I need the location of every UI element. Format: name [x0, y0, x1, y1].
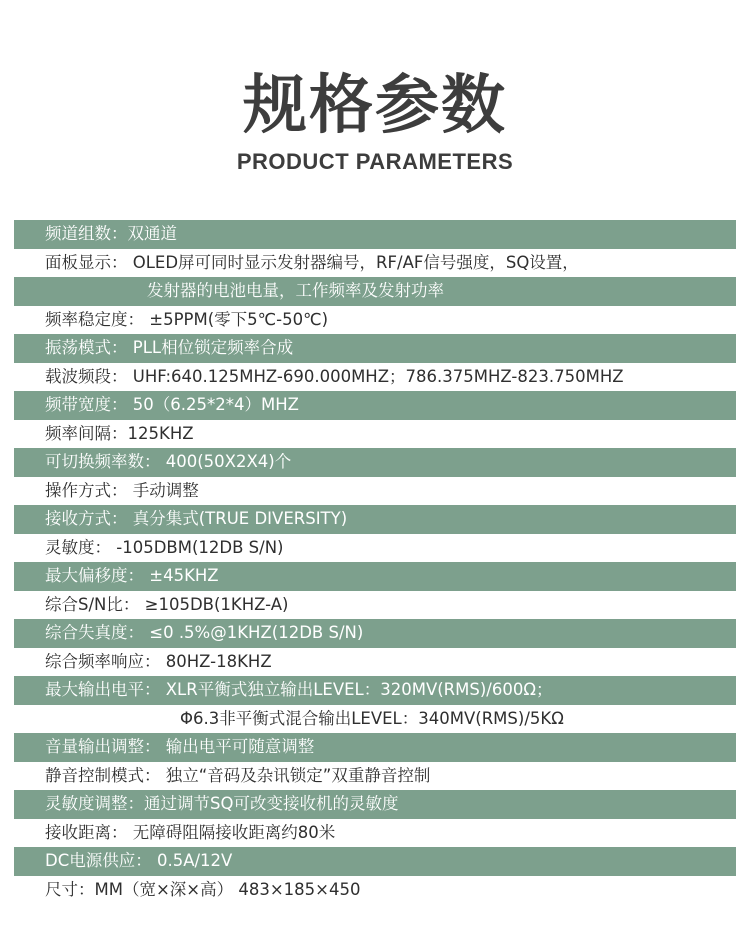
- spec-row-freq-spacing: 频率间隔：125KHZ: [45, 423, 194, 443]
- spec-row-freq-stability: 频率稳定度： ±5PPM(零下5℃-50℃): [45, 309, 329, 329]
- spec-row-snr: 综合S/N比： ≥105DB(1KHZ-A): [45, 594, 289, 614]
- spec-row-carrier-band: 载波频段： UHF:640.125MHZ-690.000MHZ；786.375MHZ-823.750MHZ: [45, 366, 624, 386]
- spec-row-bandwidth: 频带宽度： 50（6.25*2*4）MHZ: [14, 391, 736, 420]
- spec-row-sensitivity: 灵敏度： -105DBM(12DB S/N): [45, 537, 284, 557]
- spec-row-max-output: 最大输出电平： XLR平衡式独立输出LEVEL：320MV(RMS)/600Ω；: [14, 676, 736, 705]
- spec-row-channels: 频道组数：双通道: [14, 220, 736, 249]
- spec-table: [14, 220, 736, 904]
- spec-row-range: 接收距离： 无障碍阻隔接收距离约80米: [45, 822, 336, 842]
- spec-row-dc-power: DC电源供应： 0.5A/12V: [14, 847, 736, 876]
- spec-row-reception: 接收方式： 真分集式(TRUE DIVERSITY): [14, 505, 736, 534]
- spec-row-switchable-freqs: 可切换频率数： 400(50X2X4)个: [14, 448, 736, 477]
- page-subtitle: PRODUCT PARAMETERS: [236, 149, 514, 174]
- spec-row-operation: 操作方式： 手动调整: [45, 480, 199, 500]
- spec-row-freq-response: 综合频率响应： 80HZ-18KHZ: [45, 651, 272, 671]
- spec-row-max-output-cont: Φ6.3非平衡式混合输出LEVEL：340MV(RMS)/5KΩ: [180, 708, 564, 728]
- spec-row-oscillation: 振荡模式： PLL相位锁定频率合成: [14, 334, 736, 363]
- spec-row-sensitivity-adjust: 灵敏度调整：通过调节SQ可改变接收机的灵敏度: [14, 790, 736, 819]
- spec-row-mute-control: 静音控制模式： 独立“音码及杂讯锁定”双重静音控制: [45, 765, 431, 785]
- spec-row-distortion: 综合失真度： ≤0 .5%@1KHZ(12DB S/N): [14, 619, 736, 648]
- spec-row-max-deviation: 最大偏移度： ±45KHZ: [14, 562, 736, 591]
- spec-row-dimensions: 尺寸：MM（宽×深×高） 483×185×450: [45, 879, 361, 899]
- spec-row-display-cont: 发射器的电池电量，工作频率及发射功率: [14, 277, 736, 306]
- spec-row-display: 面板显示： OLED屏可同时显示发射器编号，RF/AF信号强度，SQ设置，: [45, 252, 579, 272]
- page-title: 规格参数: [243, 69, 507, 143]
- spec-row-volume-output: 音量输出调整： 输出电平可随意调整: [14, 733, 736, 762]
